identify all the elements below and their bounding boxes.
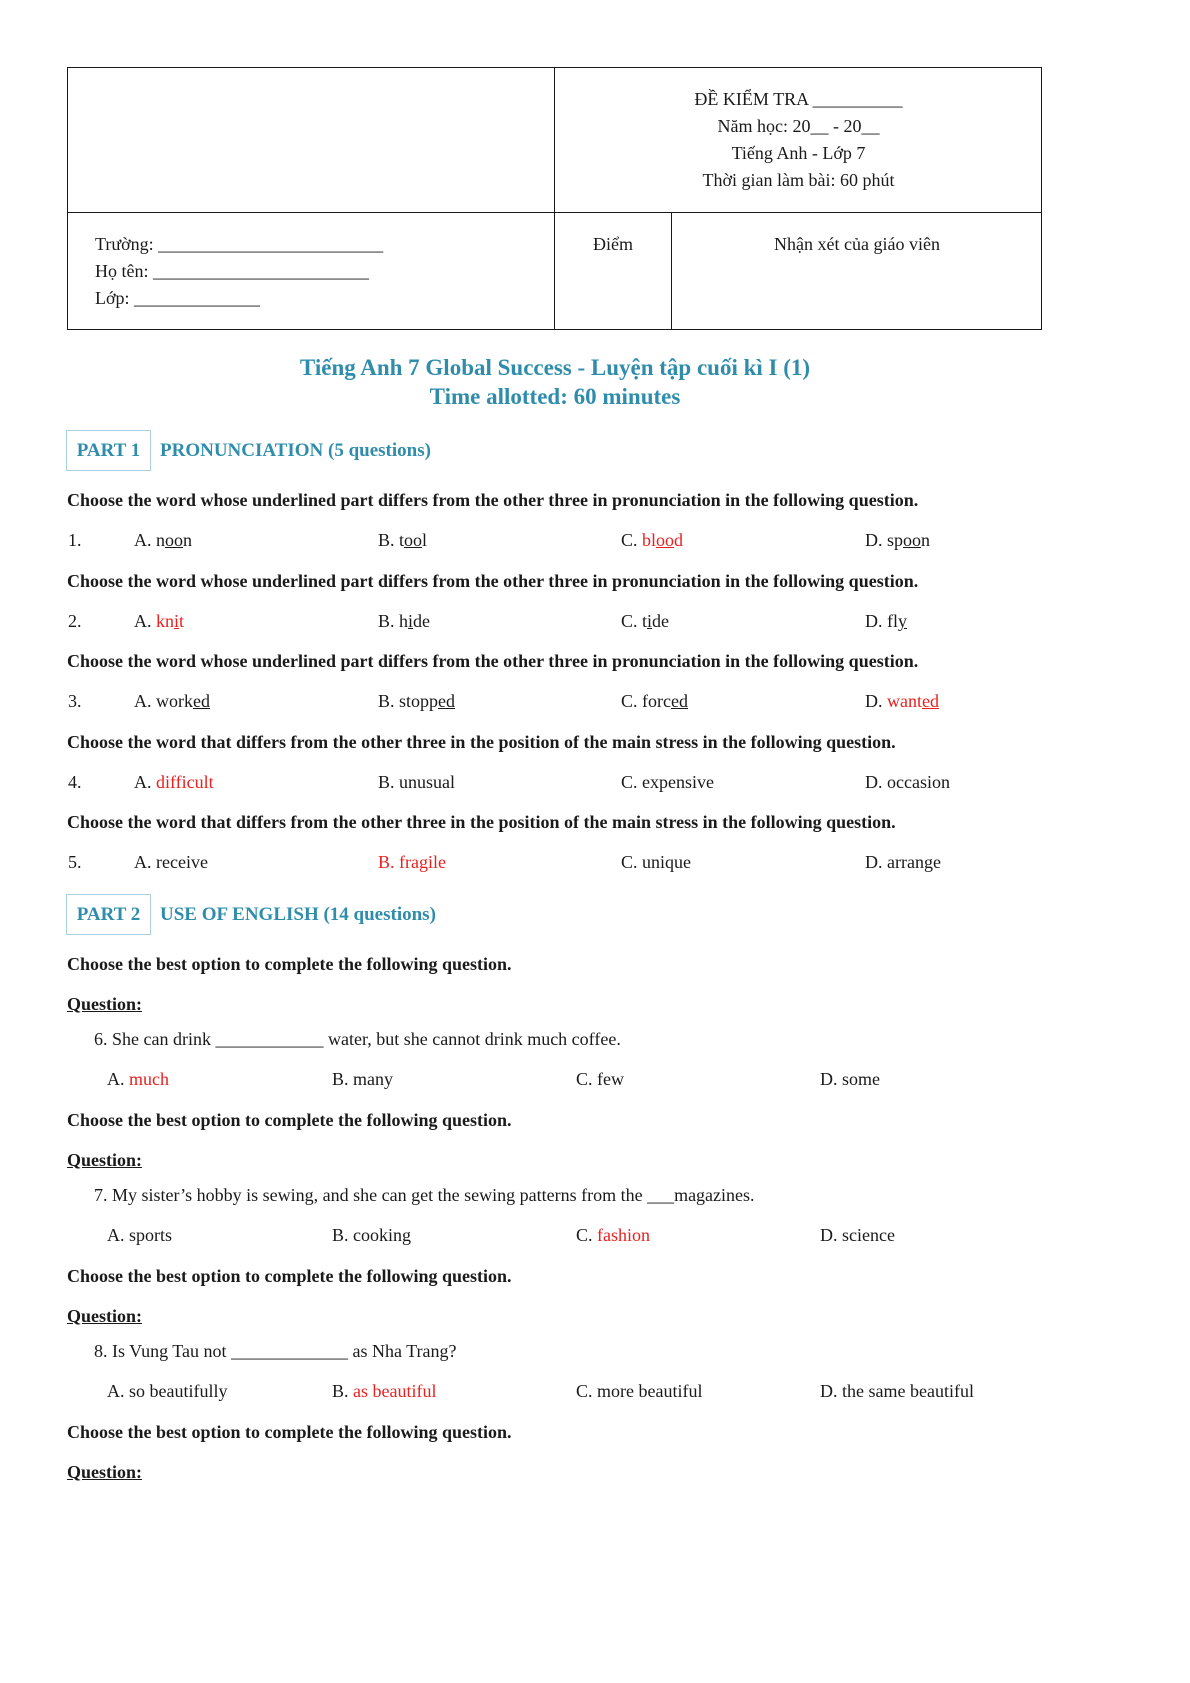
option-d[interactable]: D. fly [865, 611, 907, 631]
option-a[interactable]: A. worked [134, 691, 210, 711]
option-b[interactable]: B. stopped [378, 691, 456, 711]
part2-title: USE OF ENGLISH (14 questions) [160, 904, 436, 925]
option-b[interactable]: B. fragile [378, 852, 446, 872]
option-d[interactable]: D. occasion [865, 772, 950, 792]
school-field[interactable]: Trường: _________________________ [95, 234, 384, 254]
instruction: Choose the word whose underlined part differs from the other three in pronunciation in the following question. [67, 571, 919, 591]
option-c[interactable]: C. blood [621, 530, 684, 550]
option-b[interactable]: B. as beautiful [332, 1381, 437, 1401]
teacher-comment-label: Nhận xét của giáo viên [774, 234, 940, 254]
option-d[interactable]: D. arrange [865, 852, 941, 872]
instruction: Choose the word that differs from the other three in the position of the main stress in the following question. [67, 732, 896, 752]
option-c[interactable]: C. forced [621, 691, 688, 711]
score-label: Điểm [593, 234, 633, 254]
title-line-1: Tiếng Anh 7 Global Success - Luyện tập cuối kì I (1) [299, 355, 811, 380]
option-b[interactable]: B. many [332, 1069, 393, 1089]
question-number: 2. [68, 611, 82, 631]
option-b[interactable]: B. unusual [378, 772, 456, 792]
instruction: Choose the best option to complete the following question. [67, 1422, 512, 1442]
question-number: 3. [68, 691, 82, 711]
exam-info [555, 86, 1042, 194]
option-c[interactable]: C. fashion [576, 1225, 651, 1245]
part1-title: PRONUNCIATION (5 questions) [160, 440, 431, 461]
instruction: Choose the best option to complete the following question. [67, 954, 512, 974]
option-d[interactable]: D. science [820, 1225, 895, 1245]
instruction: Choose the word whose underlined part differs from the other three in pronunciation in the following question. [67, 490, 919, 510]
student-info [95, 231, 383, 312]
option-c[interactable]: C. unique [621, 852, 691, 872]
header-divider-horizontal [67, 212, 1042, 213]
option-a[interactable]: A. knit [134, 611, 185, 631]
option-d[interactable]: D. spoon [865, 530, 931, 550]
question-text: 7. My sister’s hobby is sewing, and she can get the sewing patterns from the ___magazines. [94, 1185, 755, 1205]
question-label: Question: [67, 1150, 143, 1170]
option-a[interactable]: A. sports [107, 1225, 173, 1245]
option-a[interactable]: A. so beautifully [107, 1381, 228, 1401]
question-text: 6. She can drink ____________ water, but she cannot drink much coffee. [94, 1029, 621, 1049]
instruction: Choose the best option to complete the following question. [67, 1110, 512, 1130]
question-number: 1. [68, 530, 82, 550]
name-field[interactable]: Họ tên: ________________________ [95, 261, 369, 281]
question-text: 8. Is Vung Tau not _____________ as Nha Trang? [94, 1341, 457, 1361]
question-label: Question: [67, 1306, 143, 1326]
option-b[interactable]: B. hide [378, 611, 431, 631]
option-c[interactable]: C. expensive [621, 772, 714, 792]
option-a[interactable]: A. difficult [134, 772, 214, 792]
page-title [0, 353, 1110, 411]
instruction: Choose the word that differs from the other three in the position of the main stress in the following question. [67, 812, 896, 832]
subject: Tiếng Anh - Lớp 7 [731, 143, 866, 163]
option-a[interactable]: A. receive [134, 852, 208, 872]
title-line-2: Time allotted: 60 minutes [429, 384, 681, 409]
option-b[interactable]: B. tool [378, 530, 428, 550]
part1-label: PART 1 [66, 430, 151, 471]
option-d[interactable]: D. the same beautiful [820, 1381, 974, 1401]
exam-title: ĐỀ KIỂM TRA __________ [694, 89, 903, 109]
class-field[interactable]: Lớp: ______________ [95, 288, 261, 308]
question-number: 4. [68, 772, 82, 792]
school-year: Năm học: 20__ - 20__ [717, 116, 880, 136]
exam-duration: Thời gian làm bài: 60 phút [702, 170, 895, 190]
option-c[interactable]: C. tide [621, 611, 670, 631]
header-divider-score [671, 212, 672, 330]
instruction: Choose the best option to complete the following question. [67, 1266, 512, 1286]
option-c[interactable]: C. more beautiful [576, 1381, 703, 1401]
option-a[interactable]: A. noon [134, 530, 192, 550]
option-b[interactable]: B. cooking [332, 1225, 411, 1245]
option-d[interactable]: D. wanted [865, 691, 939, 711]
question-label: Question: [67, 1462, 143, 1482]
option-d[interactable]: D. some [820, 1069, 880, 1089]
question-number: 5. [68, 852, 82, 872]
question-label: Question: [67, 994, 143, 1014]
option-c[interactable]: C. few [576, 1069, 624, 1089]
part2-label: PART 2 [66, 894, 151, 935]
instruction: Choose the word whose underlined part differs from the other three in pronunciation in the following question. [67, 651, 919, 671]
option-a[interactable]: A. much [107, 1069, 169, 1089]
